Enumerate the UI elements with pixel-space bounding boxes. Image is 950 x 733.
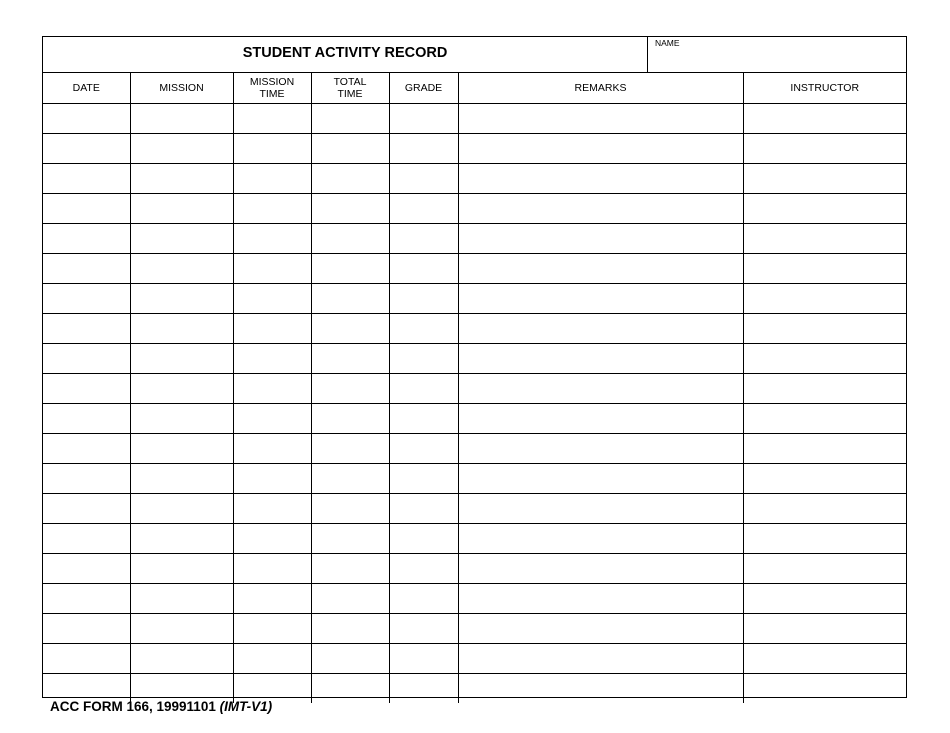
cell-grade[interactable] xyxy=(389,644,458,674)
cell-remarks[interactable] xyxy=(458,494,743,524)
table-row xyxy=(43,134,906,164)
cell-grade[interactable] xyxy=(389,434,458,464)
form-footer xyxy=(50,699,272,714)
name-label: NAME xyxy=(655,38,680,48)
cell-total-time[interactable] xyxy=(311,584,389,614)
cell-total-time[interactable] xyxy=(311,344,389,374)
cell-mission[interactable] xyxy=(130,104,233,134)
cell-remarks[interactable] xyxy=(458,464,743,494)
cell-remarks[interactable] xyxy=(458,404,743,434)
cell-date[interactable] xyxy=(43,314,130,344)
cell-mission[interactable] xyxy=(130,194,233,224)
cell-instructor[interactable] xyxy=(743,554,906,584)
cell-grade[interactable] xyxy=(389,674,458,704)
table-row xyxy=(43,464,906,494)
cell-mission[interactable] xyxy=(130,134,233,164)
cell-instructor[interactable] xyxy=(743,404,906,434)
cell-remarks[interactable] xyxy=(458,674,743,704)
cell-remarks[interactable] xyxy=(458,194,743,224)
table-row xyxy=(43,644,906,674)
cell-date[interactable] xyxy=(43,614,130,644)
cell-remarks[interactable] xyxy=(458,134,743,164)
cell-grade[interactable] xyxy=(389,614,458,644)
cell-remarks[interactable] xyxy=(458,434,743,464)
table-row xyxy=(43,614,906,644)
cell-grade[interactable] xyxy=(389,404,458,434)
table-row xyxy=(43,104,906,134)
cell-date[interactable] xyxy=(43,404,130,434)
cell-mission-time[interactable] xyxy=(233,134,311,164)
cell-grade[interactable] xyxy=(389,524,458,554)
cell-instructor[interactable] xyxy=(743,314,906,344)
form-header xyxy=(43,37,906,73)
column-header-total-time: TOTAL TIME xyxy=(311,73,389,104)
form-version: (IMT-V1) xyxy=(219,699,273,714)
cell-date[interactable] xyxy=(43,164,130,194)
cell-instructor[interactable] xyxy=(743,644,906,674)
cell-date[interactable] xyxy=(43,584,130,614)
cell-remarks[interactable] xyxy=(458,344,743,374)
cell-date[interactable] xyxy=(43,254,130,284)
table-header-row xyxy=(43,73,906,104)
cell-grade[interactable] xyxy=(389,134,458,164)
table-row xyxy=(43,584,906,614)
cell-date[interactable] xyxy=(43,494,130,524)
cell-mission[interactable] xyxy=(130,494,233,524)
cell-total-time[interactable] xyxy=(311,404,389,434)
cell-total-time[interactable] xyxy=(311,674,389,704)
cell-instructor[interactable] xyxy=(743,194,906,224)
table-body xyxy=(43,104,906,704)
cell-mission-time[interactable] xyxy=(233,344,311,374)
cell-date[interactable] xyxy=(43,464,130,494)
cell-grade[interactable] xyxy=(389,494,458,524)
column-header-grade: GRADE xyxy=(389,73,458,104)
cell-instructor[interactable] xyxy=(743,104,906,134)
cell-grade[interactable] xyxy=(389,464,458,494)
cell-total-time[interactable] xyxy=(311,434,389,464)
cell-mission-time[interactable] xyxy=(233,404,311,434)
cell-mission-time[interactable] xyxy=(233,254,311,284)
cell-grade[interactable] xyxy=(389,104,458,134)
cell-total-time[interactable] xyxy=(311,284,389,314)
cell-mission-time[interactable] xyxy=(233,104,311,134)
cell-total-time[interactable] xyxy=(311,134,389,164)
cell-mission[interactable] xyxy=(130,554,233,584)
form-title: STUDENT ACTIVITY RECORD xyxy=(242,45,448,61)
cell-grade[interactable] xyxy=(389,584,458,614)
cell-grade[interactable] xyxy=(389,284,458,314)
cell-mission[interactable] xyxy=(130,464,233,494)
cell-date[interactable] xyxy=(43,374,130,404)
cell-remarks[interactable] xyxy=(458,644,743,674)
cell-total-time[interactable] xyxy=(311,374,389,404)
cell-remarks[interactable] xyxy=(458,164,743,194)
cell-remarks[interactable] xyxy=(458,284,743,314)
cell-grade[interactable] xyxy=(389,254,458,284)
cell-mission[interactable] xyxy=(130,644,233,674)
cell-mission-time[interactable] xyxy=(233,644,311,674)
cell-total-time[interactable] xyxy=(311,644,389,674)
cell-grade[interactable] xyxy=(389,374,458,404)
cell-mission-time[interactable] xyxy=(233,614,311,644)
activity-table xyxy=(43,73,906,703)
cell-mission-time[interactable] xyxy=(233,584,311,614)
cell-mission[interactable] xyxy=(130,404,233,434)
column-header-instructor: INSTRUCTOR xyxy=(743,73,906,104)
cell-total-time[interactable] xyxy=(311,224,389,254)
table-row xyxy=(43,284,906,314)
table-row xyxy=(43,494,906,524)
cell-mission-time[interactable] xyxy=(233,194,311,224)
cell-mission-time[interactable] xyxy=(233,164,311,194)
table-row xyxy=(43,194,906,224)
cell-mission[interactable] xyxy=(130,584,233,614)
cell-remarks[interactable] xyxy=(458,314,743,344)
cell-remarks[interactable] xyxy=(458,104,743,134)
cell-date[interactable] xyxy=(43,554,130,584)
cell-mission-time[interactable] xyxy=(233,434,311,464)
cell-remarks[interactable] xyxy=(458,524,743,554)
table-row xyxy=(43,254,906,284)
cell-remarks[interactable] xyxy=(458,554,743,584)
table-row xyxy=(43,314,906,344)
cell-mission[interactable] xyxy=(130,224,233,254)
cell-total-time[interactable] xyxy=(311,254,389,284)
cell-total-time[interactable] xyxy=(311,104,389,134)
table-row xyxy=(43,434,906,464)
table-row xyxy=(43,404,906,434)
cell-total-time[interactable] xyxy=(311,494,389,524)
cell-mission[interactable] xyxy=(130,164,233,194)
column-header-remarks: REMARKS xyxy=(458,73,743,104)
table-row xyxy=(43,374,906,404)
cell-instructor[interactable] xyxy=(743,254,906,284)
column-header-mission-time: MISSION TIME xyxy=(233,73,311,104)
cell-date[interactable] xyxy=(43,224,130,254)
table-row xyxy=(43,524,906,554)
cell-remarks[interactable] xyxy=(458,374,743,404)
cell-instructor[interactable] xyxy=(743,464,906,494)
cell-mission-time[interactable] xyxy=(233,524,311,554)
cell-grade[interactable] xyxy=(389,314,458,344)
cell-mission-time[interactable] xyxy=(233,314,311,344)
cell-total-time[interactable] xyxy=(311,614,389,644)
table-row xyxy=(43,344,906,374)
student-activity-form xyxy=(42,36,907,698)
cell-instructor[interactable] xyxy=(743,284,906,314)
cell-remarks[interactable] xyxy=(458,584,743,614)
cell-mission[interactable] xyxy=(130,524,233,554)
cell-grade[interactable] xyxy=(389,344,458,374)
cell-date[interactable] xyxy=(43,104,130,134)
column-header-mission: MISSION xyxy=(130,73,233,104)
cell-remarks[interactable] xyxy=(458,614,743,644)
cell-instructor[interactable] xyxy=(743,224,906,254)
cell-mission-time[interactable] xyxy=(233,284,311,314)
cell-mission-time[interactable] xyxy=(233,464,311,494)
cell-date[interactable] xyxy=(43,524,130,554)
cell-total-time[interactable] xyxy=(311,194,389,224)
cell-date[interactable] xyxy=(43,194,130,224)
cell-instructor[interactable] xyxy=(743,134,906,164)
cell-instructor[interactable] xyxy=(743,164,906,194)
cell-date[interactable] xyxy=(43,434,130,464)
cell-mission[interactable] xyxy=(130,284,233,314)
cell-date[interactable] xyxy=(43,644,130,674)
cell-mission-time[interactable] xyxy=(233,554,311,584)
cell-mission-time[interactable] xyxy=(233,374,311,404)
table-row xyxy=(43,164,906,194)
cell-total-time[interactable] xyxy=(311,524,389,554)
cell-total-time[interactable] xyxy=(311,554,389,584)
cell-instructor[interactable] xyxy=(743,494,906,524)
cell-mission[interactable] xyxy=(130,434,233,464)
column-header-date: DATE xyxy=(43,73,130,104)
cell-date[interactable] xyxy=(43,284,130,314)
cell-grade[interactable] xyxy=(389,164,458,194)
cell-mission[interactable] xyxy=(130,254,233,284)
cell-mission[interactable] xyxy=(130,344,233,374)
cell-mission[interactable] xyxy=(130,374,233,404)
cell-remarks[interactable] xyxy=(458,224,743,254)
cell-instructor[interactable] xyxy=(743,344,906,374)
table-row xyxy=(43,224,906,254)
table-row xyxy=(43,554,906,584)
cell-grade[interactable] xyxy=(389,224,458,254)
cell-date[interactable] xyxy=(43,344,130,374)
cell-instructor[interactable] xyxy=(743,614,906,644)
cell-total-time[interactable] xyxy=(311,464,389,494)
cell-instructor[interactable] xyxy=(743,434,906,464)
cell-grade[interactable] xyxy=(389,194,458,224)
cell-date[interactable] xyxy=(43,134,130,164)
cell-mission-time[interactable] xyxy=(233,224,311,254)
cell-instructor[interactable] xyxy=(743,674,906,704)
cell-instructor[interactable] xyxy=(743,524,906,554)
cell-remarks[interactable] xyxy=(458,254,743,284)
cell-mission[interactable] xyxy=(130,314,233,344)
name-field[interactable] xyxy=(647,37,907,72)
cell-total-time[interactable] xyxy=(311,164,389,194)
cell-mission[interactable] xyxy=(130,614,233,644)
form-id: ACC FORM 166, 19991101 xyxy=(50,699,216,714)
cell-instructor[interactable] xyxy=(743,584,906,614)
cell-total-time[interactable] xyxy=(311,314,389,344)
cell-instructor[interactable] xyxy=(743,374,906,404)
cell-grade[interactable] xyxy=(389,554,458,584)
cell-mission-time[interactable] xyxy=(233,494,311,524)
